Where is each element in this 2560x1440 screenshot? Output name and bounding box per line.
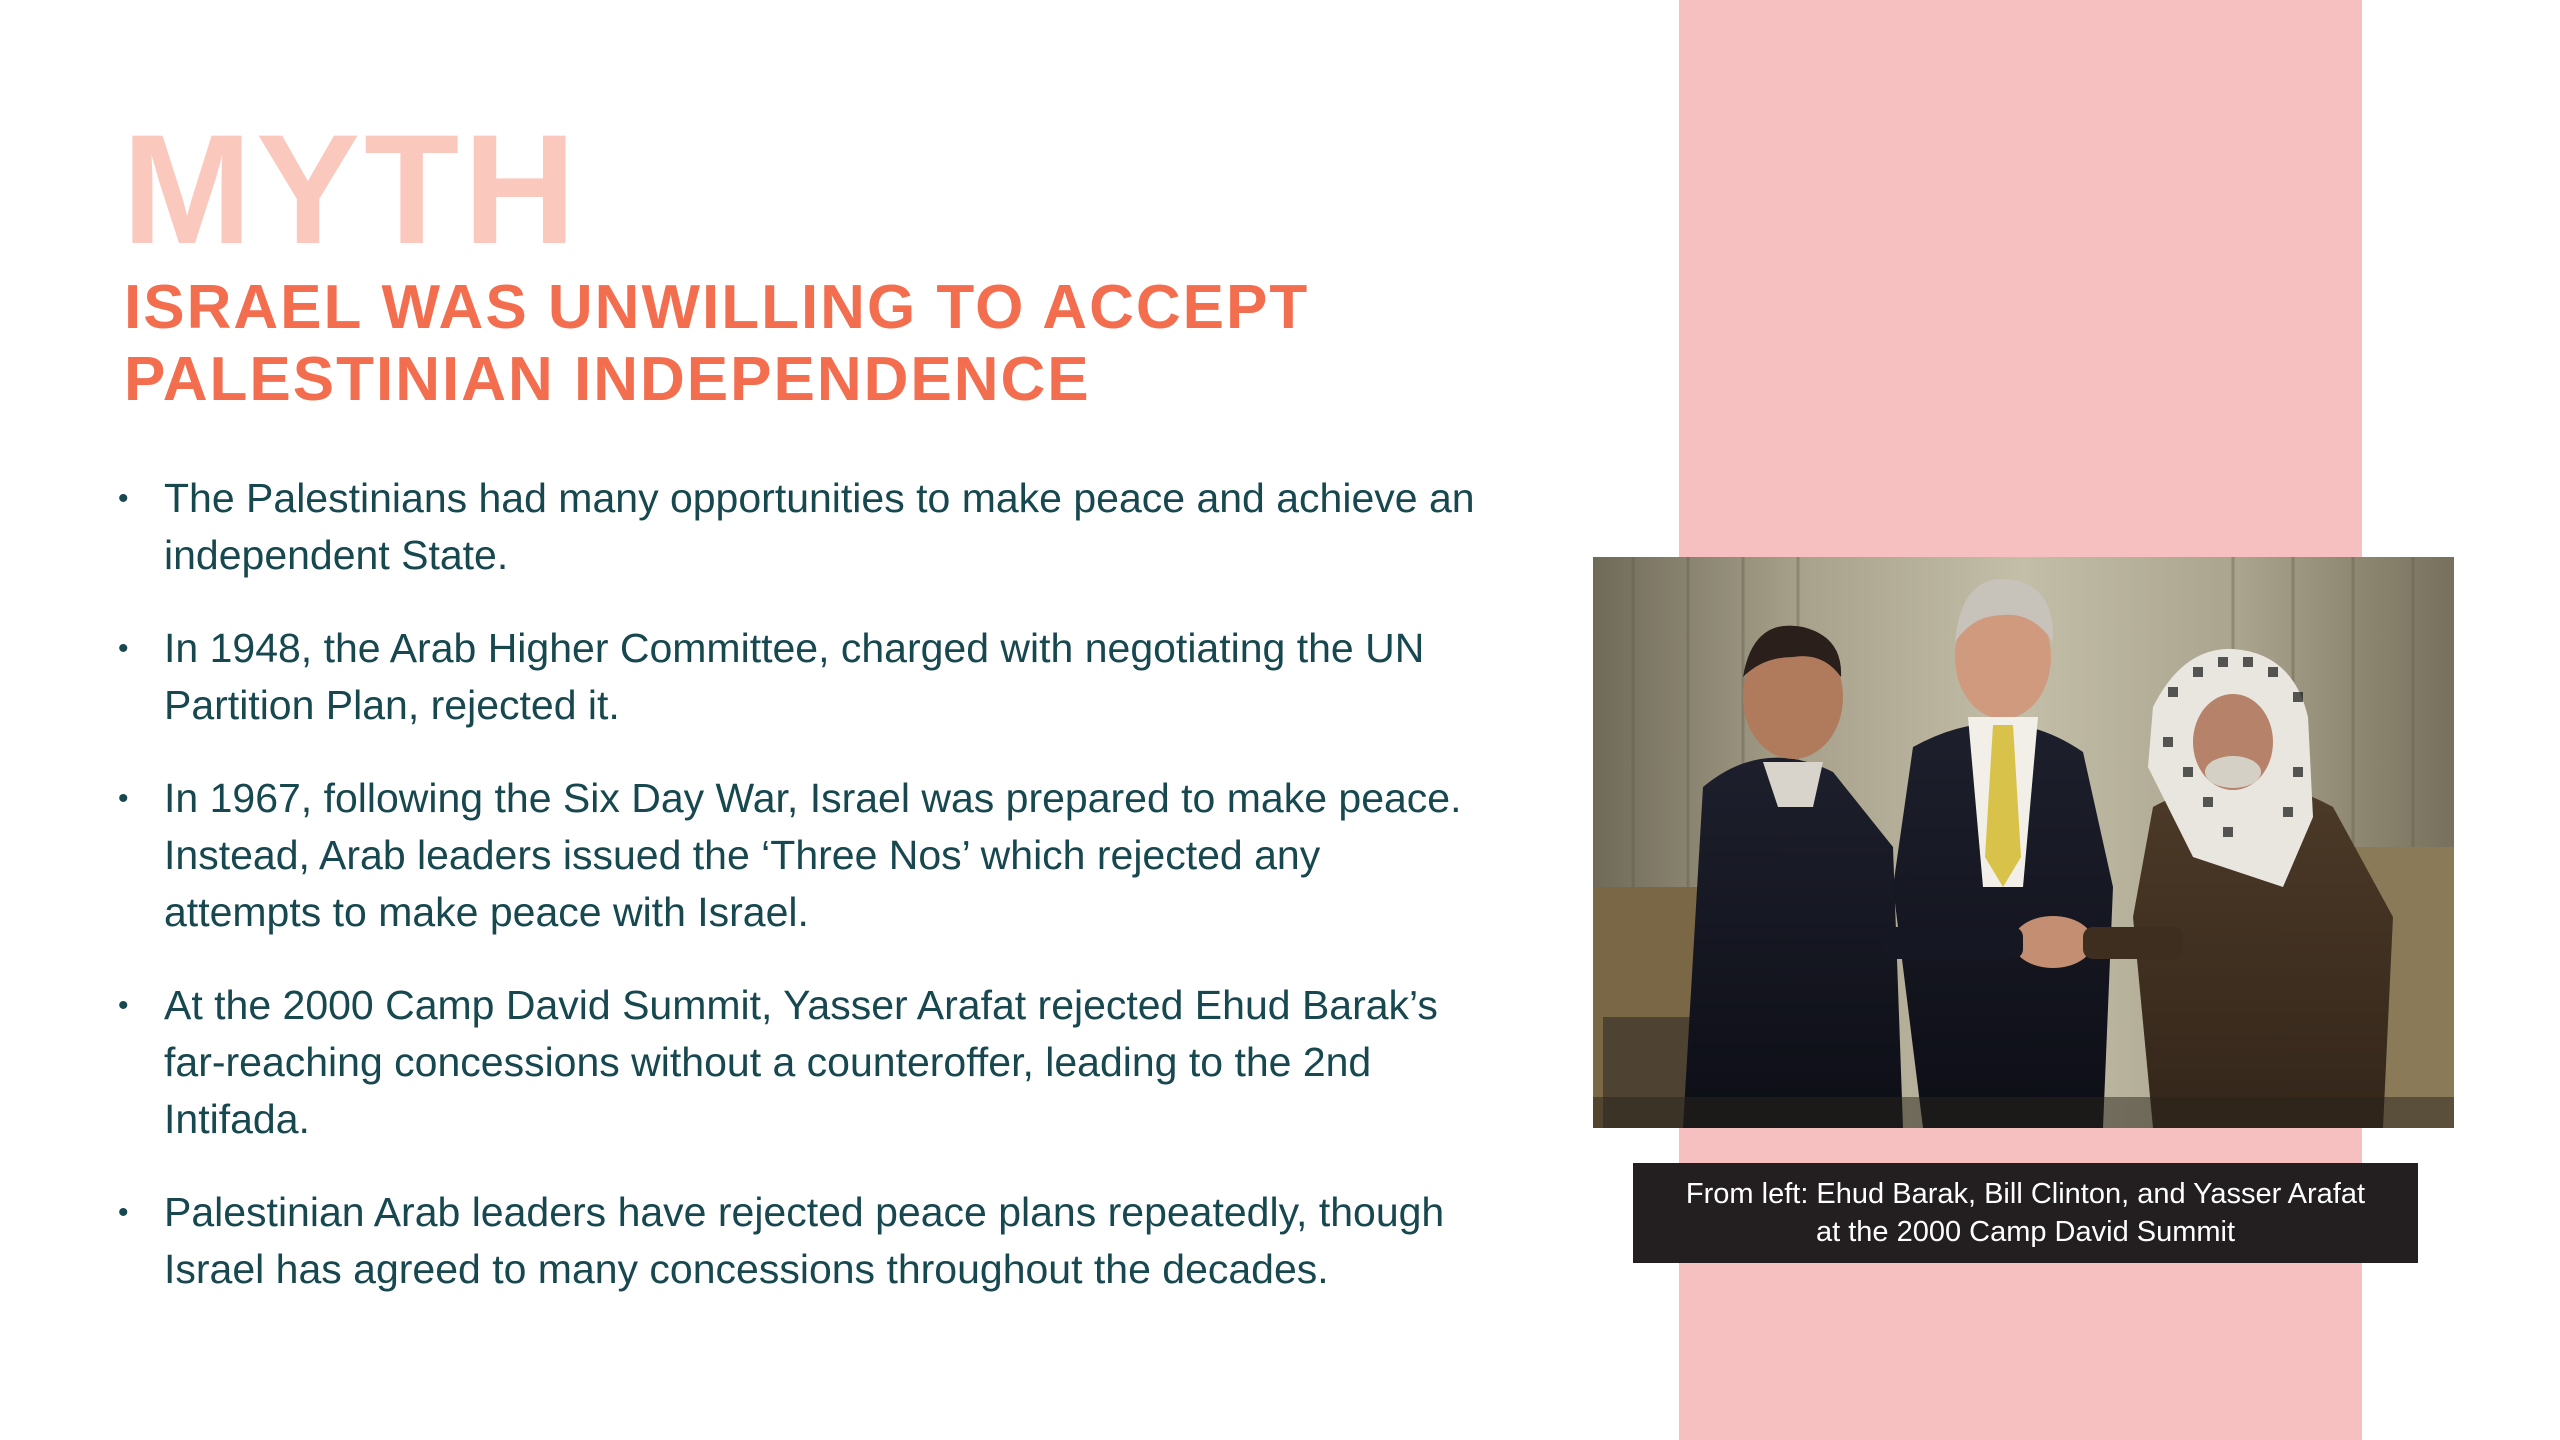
- bullet-dot-icon: •: [118, 782, 129, 815]
- bullet-item: [114, 770, 1484, 941]
- bullet-item: [114, 620, 1484, 734]
- bullet-dot-icon: •: [118, 1196, 129, 1229]
- bullet-dot-icon: •: [118, 989, 129, 1022]
- bullet-text: In 1948, the Arab Higher Committee, charged with negotiating the UN Partition Plan, rejected it.: [164, 625, 1425, 728]
- bullet-text: In 1967, following the Six Day War, Israel was prepared to make peace. Instead, Arab leaders issued the ‘Three Nos’ which rejected any attempts to make peace with Israel.: [164, 775, 1462, 935]
- myth-headline: ISRAEL WAS UNWILLING TO ACCEPT PALESTINIAN INDEPENDENCE: [124, 273, 1310, 414]
- bullet-item: [114, 977, 1484, 1148]
- bullet-dot-icon: •: [118, 632, 129, 665]
- camp-david-photo: [1593, 557, 2454, 1128]
- myth-label: MYTH: [122, 103, 580, 277]
- photo-caption: [1633, 1163, 2418, 1263]
- bullet-item: [114, 1184, 1484, 1298]
- bullet-text: At the 2000 Camp David Summit, Yasser Arafat rejected Ehud Barak’s far-reaching concessions without a counteroffer, leading to the 2nd Intifada.: [164, 982, 1438, 1142]
- fact-bullet-list: [114, 470, 1484, 1334]
- bullet-text: Palestinian Arab leaders have rejected peace plans repeatedly, though Israel has agreed to many concessions throughout the decades.: [164, 1189, 1445, 1292]
- photo-illustration: [1593, 557, 2454, 1128]
- bullet-item: [114, 470, 1484, 584]
- caption-line-1: From left: Ehud Barak, Bill Clinton, and Yasser Arafat: [1685, 1178, 2366, 1210]
- caption-line-2: at the 2000 Camp David Summit: [1815, 1216, 2236, 1248]
- bullet-dot-icon: •: [118, 482, 129, 515]
- bullet-text: The Palestinians had many opportunities to make peace and achieve an independent State.: [164, 475, 1475, 578]
